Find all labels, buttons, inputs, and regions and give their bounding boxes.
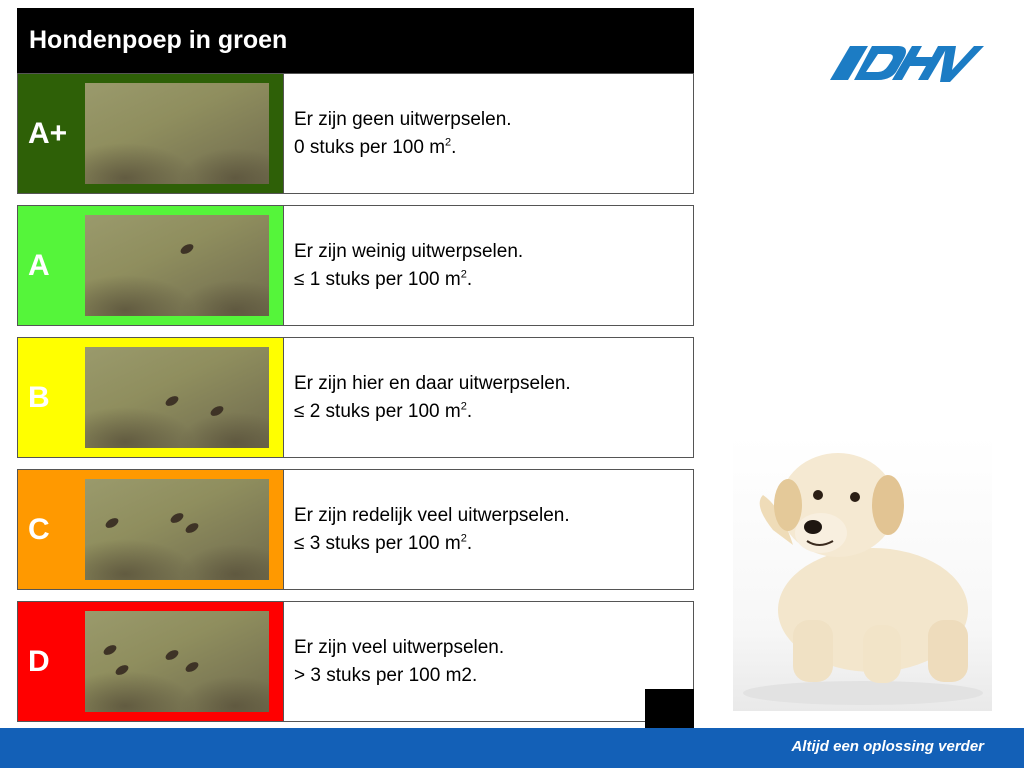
puppy-nose	[804, 520, 822, 534]
grass-photo	[85, 611, 269, 712]
description-line-1: Er zijn redelijk veel uitwerpselen.	[294, 504, 570, 526]
puppy-photo	[733, 435, 992, 711]
grade-label: A	[28, 248, 50, 282]
description-line-2: ≤ 2 stuks per 100 $m^2$.	[294, 400, 473, 422]
rating-row-a	[17, 205, 694, 326]
puppy-illustration	[733, 435, 992, 711]
slide-title: Hondenpoep in groen	[17, 8, 694, 73]
grass-photo	[85, 347, 269, 448]
puppy-shadow	[743, 681, 983, 705]
puppy-muzzle	[795, 513, 847, 553]
grass-photo	[85, 215, 269, 316]
grade-cell	[18, 602, 284, 721]
footer-slogan: Altijd een oplossing verder	[791, 738, 984, 755]
rating-row-a-plus	[17, 73, 694, 194]
puppy-leg-back	[928, 620, 968, 682]
grade-cell	[18, 206, 284, 325]
grade-label: B	[28, 380, 50, 414]
puppy-leg-front-left	[793, 620, 833, 682]
grade-description	[284, 470, 693, 589]
description-line-2: ≤ 3 stuks per 100 $m^2$.	[294, 532, 473, 554]
description-line-1: Er zijn hier en daar uitwerpselen.	[294, 372, 571, 394]
grade-label: A+	[28, 116, 68, 150]
puppy-leg-front-right	[863, 625, 901, 683]
puppy-eye-left	[813, 490, 823, 500]
puppy-ear-left	[774, 479, 802, 531]
description-line-1: Er zijn veel uitwerpselen.	[294, 636, 505, 658]
rating-row-b	[17, 337, 694, 458]
grade-cell	[18, 74, 284, 193]
grade-label: C	[28, 512, 50, 546]
grass-photo	[85, 479, 269, 580]
grade-label: D	[28, 644, 50, 678]
grass-photo	[85, 83, 269, 184]
rating-row-d	[17, 601, 694, 722]
puppy-ear-right	[872, 475, 904, 535]
description-line-2: 0 stuks per 100 $m^2$.	[294, 136, 457, 158]
logo-v	[940, 46, 984, 82]
description-line-2: ≤ 1 stuks per 100 $m^2$.	[294, 268, 473, 290]
grade-cell	[18, 470, 284, 589]
grade-description	[284, 338, 693, 457]
puppy-eye-right	[850, 492, 860, 502]
grade-cell	[18, 338, 284, 457]
footer-bar	[0, 728, 1024, 768]
description-line-2: > 3 stuks per 100 m2.	[294, 664, 478, 686]
dhv-logo	[828, 40, 986, 88]
rating-row-c	[17, 469, 694, 590]
grade-description	[284, 206, 693, 325]
description-line-1: Er zijn geen uitwerpselen.	[294, 108, 512, 130]
grade-description	[284, 74, 693, 193]
grade-description	[284, 602, 693, 721]
description-line-1: Er zijn weinig uitwerpselen.	[294, 240, 524, 262]
